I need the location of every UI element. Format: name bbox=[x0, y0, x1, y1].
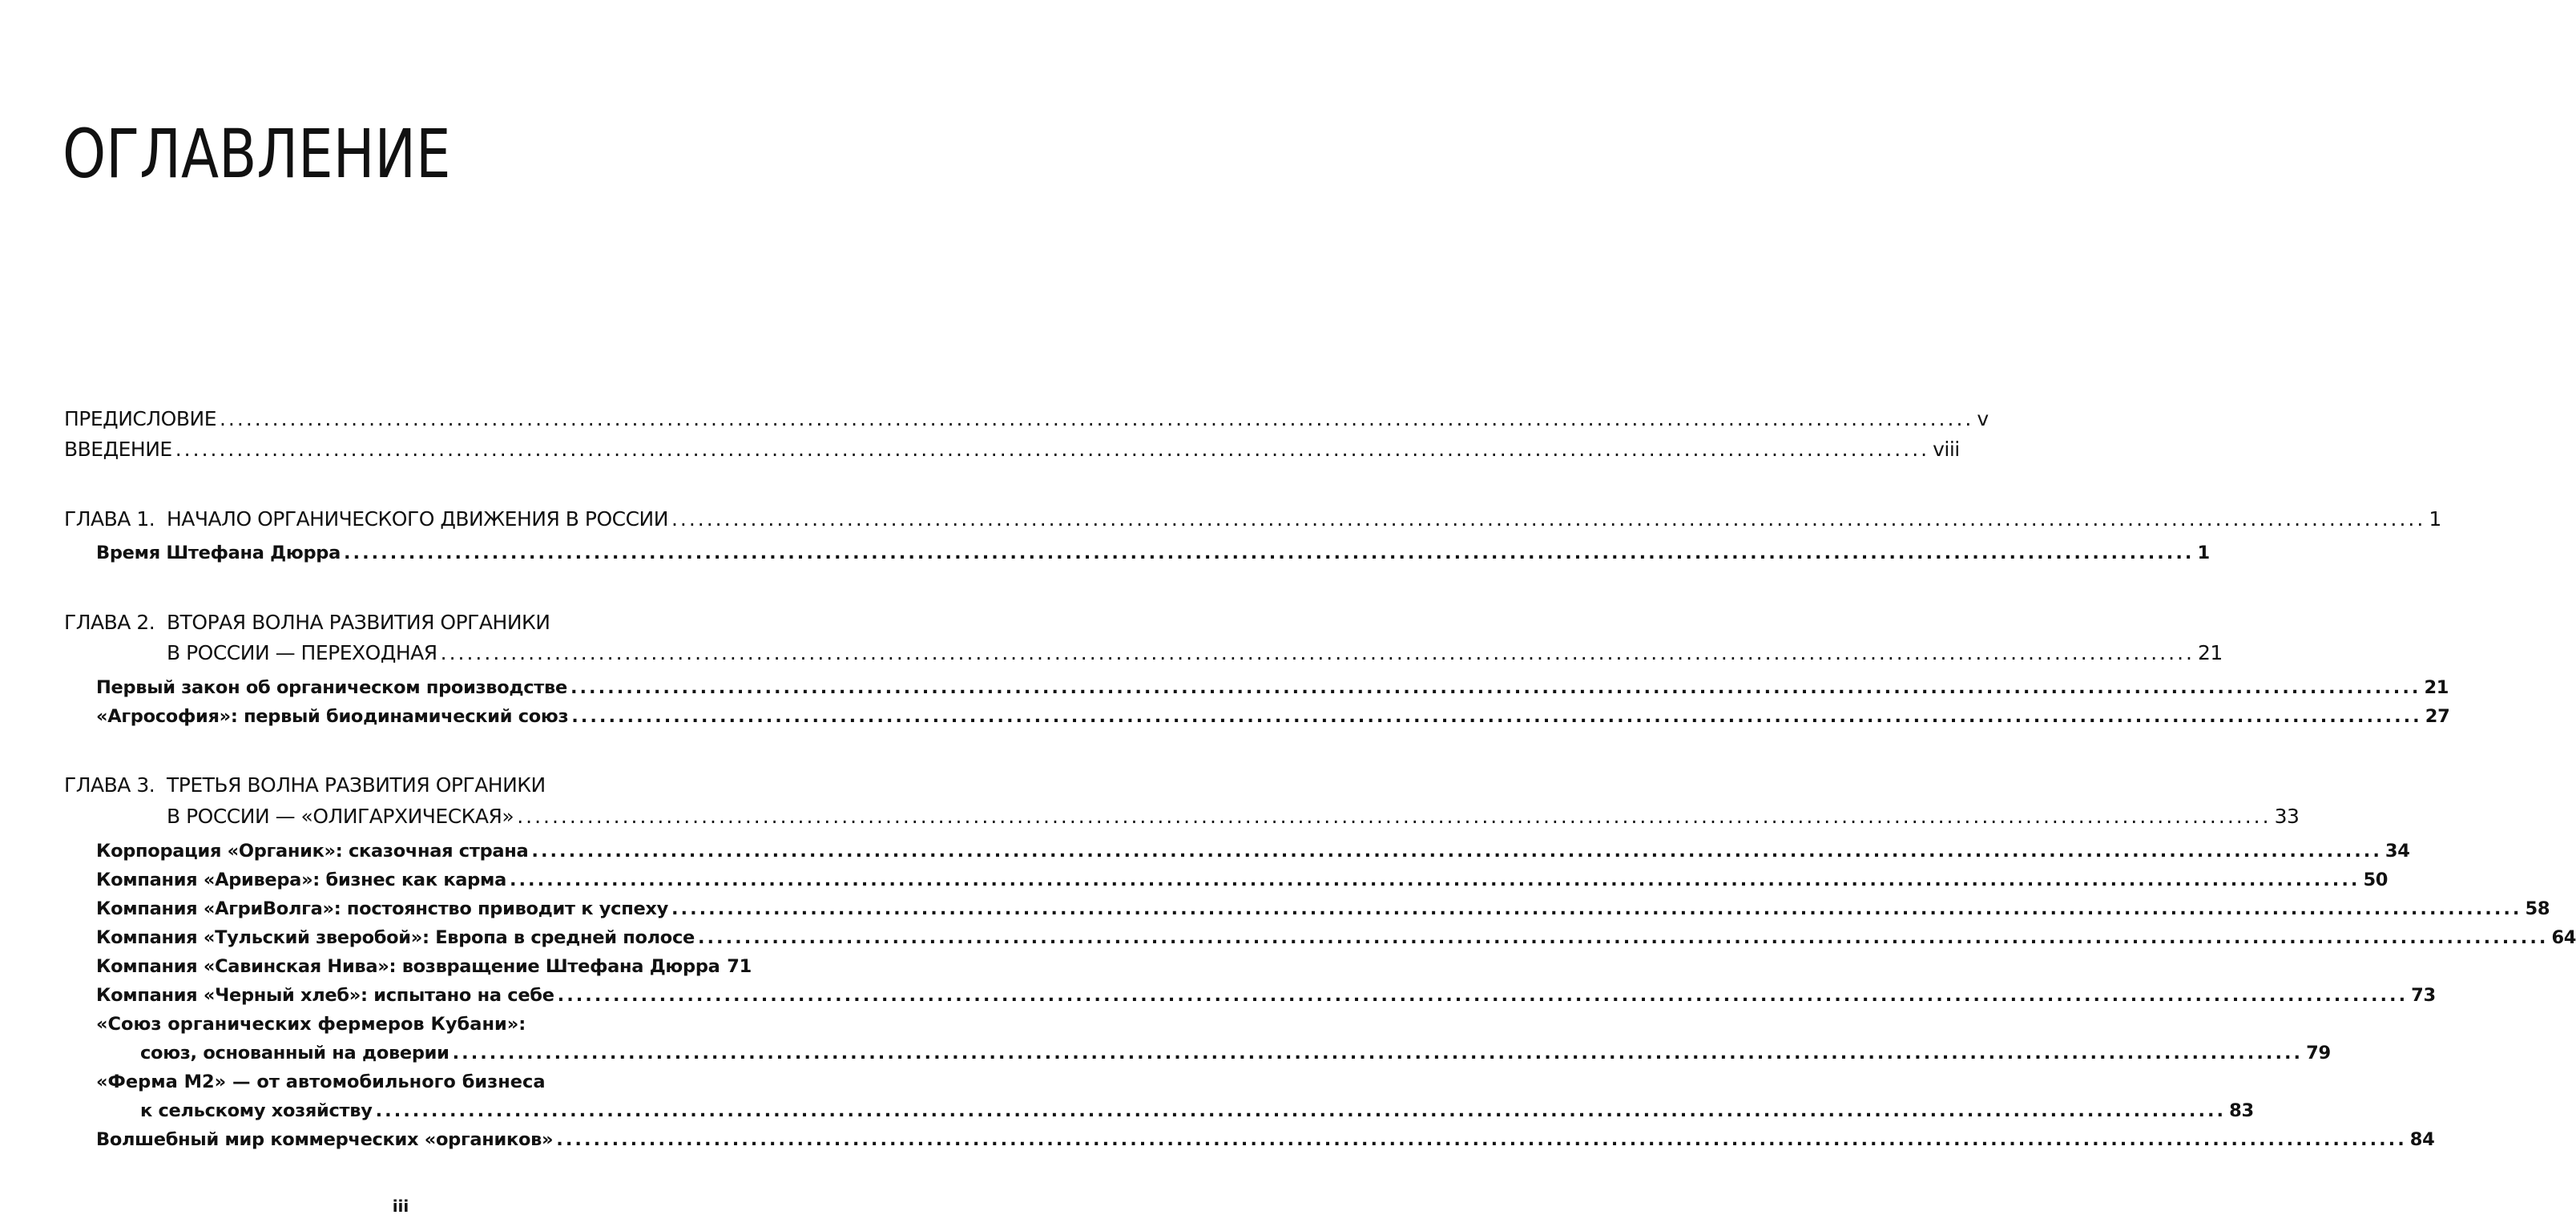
leader-dots: ........................................................................................................................................................................................................ bbox=[571, 706, 2422, 727]
toc-section[interactable] bbox=[140, 1043, 2331, 1064]
toc-section-label: «Агрософия»: первый биодинамический союз bbox=[96, 706, 569, 727]
toc-section-label: Корпорация «Органик»: сказочная страна bbox=[96, 841, 529, 862]
toc-page-number: 79 bbox=[2306, 1043, 2331, 1064]
toc-page-number: 33 bbox=[2274, 805, 2300, 828]
leader-dots: ........................................................................................................................................................................................................ bbox=[440, 641, 2195, 664]
toc-section-label: Волшебный мир коммерческих «органиков» bbox=[96, 1129, 554, 1150]
toc-section-label: союз, основанный на доверии bbox=[140, 1043, 449, 1064]
leader-dots: ........................................................................................................................................................................................................ bbox=[671, 898, 2522, 919]
toc-section-label: Компания «Савинская Нива»: возвращение Штефана Дюрра bbox=[96, 956, 720, 977]
chapter-title-continued: В РОССИИ — «ОЛИГАРХИЧЕСКАЯ» bbox=[167, 805, 514, 828]
toc-chapter-2-heading[interactable] bbox=[64, 611, 550, 634]
toc-section[interactable] bbox=[140, 1100, 2254, 1121]
toc-section-label-line1[interactable]: «Союз органических фермеров Кубани»: bbox=[96, 1014, 526, 1035]
leader-dots: ........................................................................................................................................................................................................ bbox=[557, 985, 2409, 1006]
toc-page-number: 1 bbox=[2197, 543, 2210, 563]
toc-page-number: viii bbox=[1933, 438, 1960, 461]
toc-section[interactable] bbox=[96, 956, 752, 977]
toc-section-label: Компания «Черный хлеб»: испытано на себе bbox=[96, 985, 554, 1006]
toc-section[interactable] bbox=[96, 841, 2410, 862]
chapter-title: ВТОРАЯ ВОЛНА РАЗВИТИЯ ОРГАНИКИ bbox=[167, 611, 550, 634]
toc-entry-label: ВВЕДЕНИЕ bbox=[64, 438, 172, 461]
toc-chapter-3-heading[interactable] bbox=[64, 773, 546, 797]
chapter-title-continued: В РОССИИ — ПЕРЕХОДНАЯ bbox=[167, 641, 437, 664]
toc-entry-preface[interactable] bbox=[64, 407, 1989, 430]
toc-page-number: 1 bbox=[2429, 507, 2441, 531]
toc-section-label: к сельскому хозяйству bbox=[140, 1100, 373, 1121]
leader-dots: ........................................................................................................................................................................................................ bbox=[219, 407, 1974, 430]
toc-section[interactable] bbox=[96, 870, 2389, 890]
toc-page-number: 21 bbox=[2198, 641, 2223, 664]
toc-section-label: Компания «АгриВолга»: постоянство приводит к успеху bbox=[96, 898, 668, 919]
toc-page-number: 64 bbox=[2551, 927, 2576, 948]
toc-page-number: 58 bbox=[2525, 898, 2550, 919]
toc-page-number: 50 bbox=[2363, 870, 2389, 890]
leader-dots: ........................................................................................................................................................................................................ bbox=[509, 870, 2360, 890]
toc-entry-intro[interactable] bbox=[64, 438, 1960, 461]
leader-dots: ........................................................................................................................................................................................................ bbox=[671, 507, 2426, 531]
chapter-number: ГЛАВА 3. bbox=[64, 773, 155, 797]
leader-dots: ........................................................................................................................................................................................................ bbox=[452, 1043, 2304, 1064]
leader-dots: ........................................................................................................................................................................................................ bbox=[175, 438, 1930, 461]
page-title: ОГЛАВЛЕНИЕ bbox=[62, 115, 451, 193]
toc-section[interactable] bbox=[96, 927, 2576, 948]
leader-dots: ........................................................................................................................................................................................................ bbox=[556, 1129, 2407, 1150]
toc-chapter-3[interactable] bbox=[167, 805, 2300, 828]
toc-section[interactable] bbox=[96, 898, 2550, 919]
toc-entry-label: ПРЕДИСЛОВИЕ bbox=[64, 407, 216, 430]
toc-page-number: 84 bbox=[2409, 1129, 2435, 1150]
chapter-title: ТРЕТЬЯ ВОЛНА РАЗВИТИЯ ОРГАНИКИ bbox=[167, 773, 546, 797]
toc-chapter-1[interactable] bbox=[64, 507, 2441, 531]
leader-dots: ........................................................................................................................................................................................................ bbox=[343, 543, 2195, 563]
toc-section[interactable] bbox=[96, 706, 2450, 727]
leader-dots: ........................................................................................................................................................................................................ bbox=[570, 677, 2421, 698]
leader-dots: ........................................................................................................................................................................................................ bbox=[517, 805, 2272, 828]
leader-dots: ........................................................................................................................................................................................................ bbox=[697, 927, 2549, 948]
toc-page-number: 34 bbox=[2385, 841, 2410, 862]
chapter-title: НАЧАЛО ОРГАНИЧЕСКОГО ДВИЖЕНИЯ В РОССИИ bbox=[167, 507, 668, 531]
toc-section-label: Компания «Аривера»: бизнес как карма bbox=[96, 870, 506, 890]
toc-page-number: 27 bbox=[2425, 706, 2450, 727]
toc-chapter-2[interactable] bbox=[167, 641, 2223, 664]
toc-page-number: 73 bbox=[2411, 985, 2436, 1006]
toc-section[interactable] bbox=[96, 543, 2210, 563]
toc-page-number: 21 bbox=[2424, 677, 2449, 698]
toc-section-label: Время Штефана Дюрра bbox=[96, 543, 341, 563]
chapter-number: ГЛАВА 1. bbox=[64, 507, 155, 531]
toc-page-number: 83 bbox=[2229, 1100, 2254, 1121]
toc-page-number: 71 bbox=[727, 956, 752, 977]
toc-section-label: Компания «Тульский зверобой»: Европа в средней полосе bbox=[96, 927, 695, 948]
toc-section[interactable] bbox=[96, 985, 2436, 1006]
toc-page-number: v bbox=[1977, 407, 1989, 430]
toc-section-label: Первый закон об органическом производстве bbox=[96, 677, 567, 698]
chapter-number: ГЛАВА 2. bbox=[64, 611, 155, 634]
toc-section[interactable] bbox=[96, 677, 2449, 698]
leader-dots: ........................................................................................................................................................................................................ bbox=[375, 1100, 2227, 1121]
toc-section-label-line1[interactable]: «Ферма М2» — от автомобильного бизнеса bbox=[96, 1072, 546, 1092]
page-number-footer: iii bbox=[392, 1197, 409, 1216]
leader-dots: ........................................................................................................................................................................................................ bbox=[531, 841, 2382, 862]
toc-section[interactable] bbox=[96, 1129, 2435, 1150]
